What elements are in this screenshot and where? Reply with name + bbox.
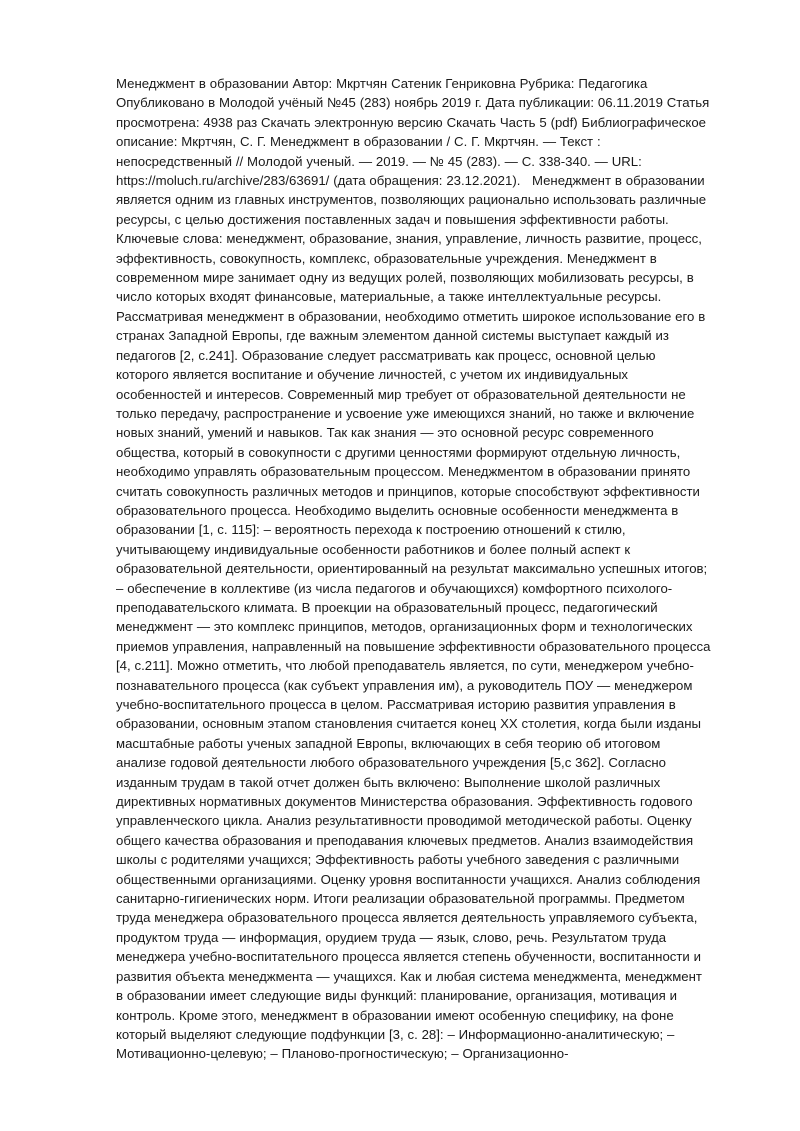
document-body-text: Менеджмент в образовании Автор: Мкртчян Сатеник Генриковна Рубрика: Педагогика Опубликовано в Молодой учёный №45 (283) ноябрь 2019 г. Дата публикации: 06.11.2019 Статья просмотрена: 4938 раз Скачать электронную версию Скачать Часть 5 (pdf) Библиографическое описание: Мкртчян, С. Г. Менеджмент в образовании / С. Г. Мкртчян. — Текст : непосредственный // Молодой ученый. — 2019. — № 45 (283). — С. 338-340. — URL: https://moluch.ru/archive/283/63691/ (дата обращения: 23.12.2021). Менеджмент в образовании является одним из главных инструментов, позволяющих рационально использовать различные ресурсы, с целью достижения поставленных задач и повышения эффективности работы. Ключевые слова: менеджмент, образование, знания, управление, личность развитие, процесс, эффективность, совокупность, комплекс, образовательные учреждения. Менеджмент в современном мире занимает одну из ведущих ролей, позволяющих мобилизовать ресурсы, в число которых входят финансовые, материальные, а также интеллектуальные ресурсы. Рассматривая менеджмент в образовании, необходимо отметить широкое использование его в странах Западной Европы, где важным элементом данной системы выступает каждый из педагогов [2, с.241]. Образование следует рассматривать как процесс, основной целью которого является воспитание и обучение личностей, с учетом их индивидуальных особенностей и интересов. Современный мир требует от образовательной деятельности не только передачу, распространение и усвоение уже имеющихся знаний, но также и включение новых знаний, умений и навыков. Так как знания — это основной ресурс современного общества, который в совокупности с другими ценностями формируют отдельную личность, необходимо управлять образовательным процессом. Менеджментом в образовании принято считать совокупность различных методов и принципов, которые способствуют эффективности образовательного процесса. Необходимо выделить основные особенности менеджмента в образовании [1, с. 115]: – вероятность перехода к построению отношений к стилю, учитывающему индивидуальные особенности работников и более полный аспект к образовательной деятельности, ориентированный на результат максимально успешных итогов; – обеспечение в коллективе (из числа педагогов и обучающихся) комфортного психолого-преподавательского климата. В проекции на образовательный процесс, педагогический менеджмент — это комплекс принципов, методов, организационных форм и технологических приемов управления, направленный на повышение эффективности образовательного процесса [4, с.211]. Можно отметить, что любой преподаватель является, по сути, менеджером учебно-познавательного процесса (как субъект управления им), а руководитель ПОУ — менеджером учебно-воспитательного процесса в целом. Рассматривая историю развития управления в образовании, основным этапом становления считается конец XX столетия, когда были изданы масштабные работы ученых западной Европы, включающих в себя теорию об итоговом анализе годовой деятельности любого образовательного учреждения [5,с 362]. Согласно изданным трудам в такой отчет должен быть включено: Выполнение школой различных директивных нормативных документов Министерства образования. Эффективность годового управленческого цикла. Анализ результативности проводимой методической работы. Оценку общего качества образования и преподавания ключевых предметов. Анализ взаимодействия школы с родителями учащихся; Эффективность работы учебного заведения с различными общественными организациями. Оценку уровня воспитанности учащихся. Анализ соблюдения санитарно-гигиенических норм. Итоги реализации образовательной программы. Предметом труда менеджера образовательного процесса является деятельность управляемого субъекта, продуктом труда — информация, орудием труда — язык, слово, речь. Результатом труда менеджера учебно-воспитательного процесса является степень обученности, воспитанности и развития объекта менеджмента — учащихся. Как и любая система менеджмента, менеджмент в образовании имеет следующие виды функций: планирование, организация, мотивация и контроль. Кроме этого, менеджмент в образовании имеют особенную специфику, на фоне который выделяют следующие подфункции [3, с. 28]: – Информационно-аналитическую; – Мотивационно-целевую; – Планово-прогностическую; – Организационно- [116,76,715,1062]
document-page [116,74,715,1064]
